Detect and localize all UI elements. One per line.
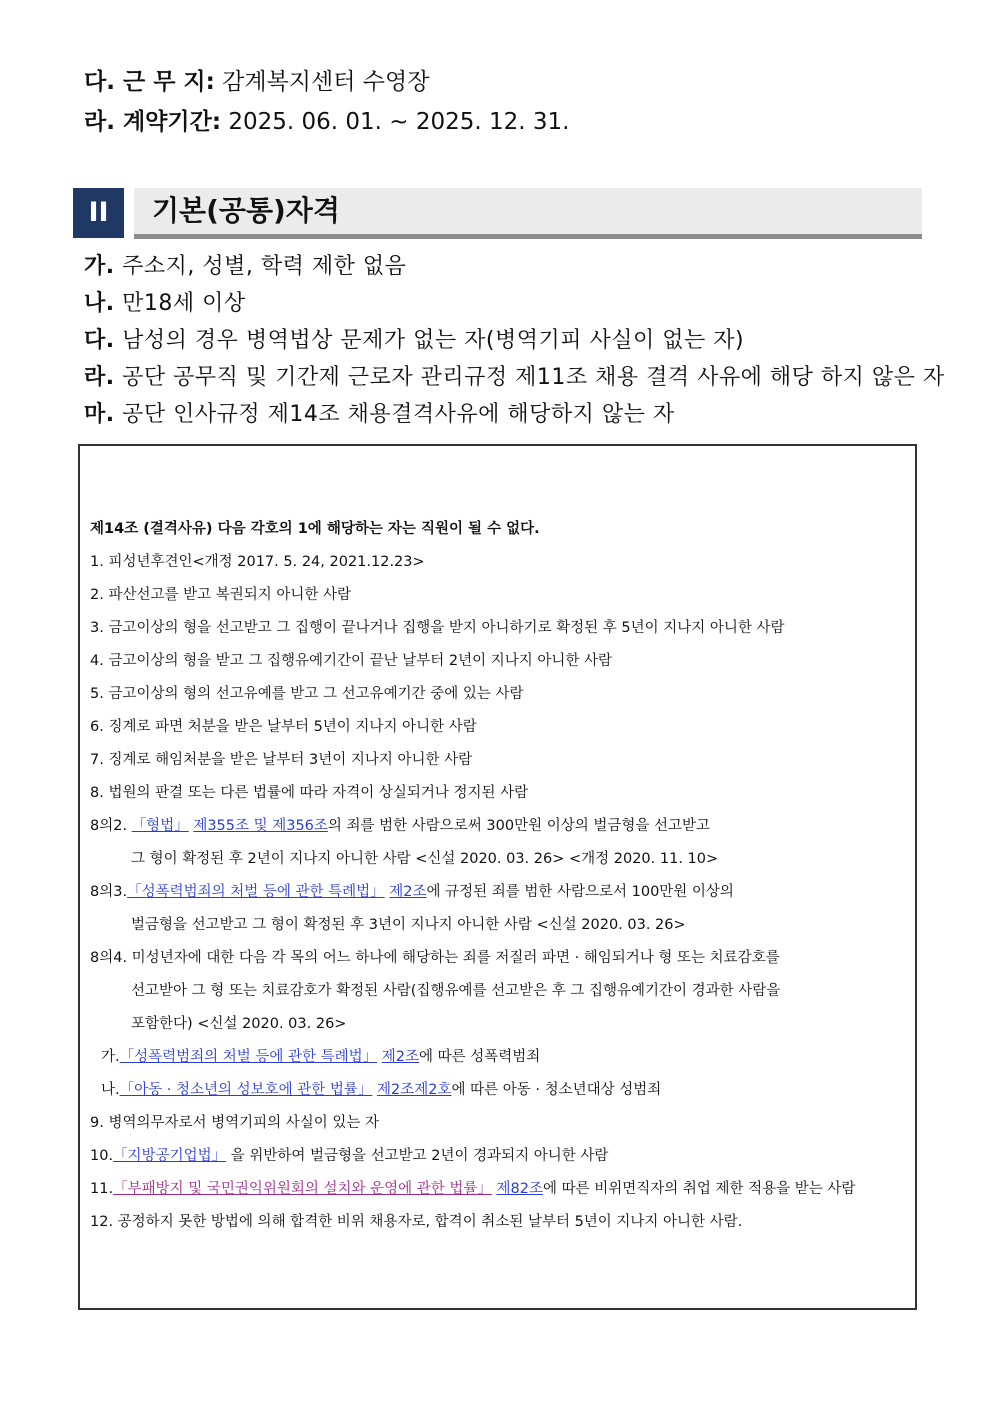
article-355-356-link[interactable]: 제355조 및 제356조 xyxy=(193,818,328,834)
requirement-text: 만18세 이상 xyxy=(114,291,246,316)
item-text: 의 죄를 범한 사람으로써 300만원 이상의 벌금형을 선고받고 xyxy=(327,818,711,834)
contract-period-value: 2025. 06. 01. ~ 2025. 12. 31. xyxy=(221,109,570,135)
workplace-line xyxy=(84,67,429,97)
section-title: 기본(공통)자격 xyxy=(152,194,340,227)
article-item-10 xyxy=(90,1146,608,1166)
workplace-value: 감계복지센터 수영장 xyxy=(214,69,430,95)
section-title-bar xyxy=(134,188,922,239)
article-heading: 제14조 (결격사유) 다음 각호의 1에 해당하는 자는 직원이 될 수 없다. xyxy=(90,521,540,537)
article-item-12: 12. 공정하지 못한 방법에 의해 합격한 비위 채용자로, 합격이 취소된 날부터 5년이 지나지 아니한 사람. xyxy=(90,1214,743,1230)
sexual-violence-act-link[interactable]: 「성폭력범죄의 처벌 등에 관한 특례법」 xyxy=(119,1049,378,1065)
article-item-11 xyxy=(90,1179,855,1199)
article-item-6: 6. 징계로 파면 처분을 받은 날부터 5년이 지나지 아니한 사람 xyxy=(90,719,477,735)
article-item-5: 5. 금고이상의 형의 선고유예를 받고 그 선고유예기간 중에 있는 사람 xyxy=(90,686,524,702)
article-item-8-3 xyxy=(90,882,734,902)
article-item-2: 2. 파산선고를 받고 복권되지 아니한 사람 xyxy=(90,587,351,603)
item-prefix: 8의2. xyxy=(90,818,132,834)
article-item-8: 8. 법원의 판결 또는 다른 법률에 따라 자격이 상실되거나 정지된 사람 xyxy=(90,785,529,801)
requirement-text: 남성의 경우 병역법상 문제가 없는 자(병역기피 사실이 없는 자) xyxy=(114,328,745,353)
requirement-text: 공단 공무직 및 기간제 근로자 관리규정 제11조 채용 결격 사유에 해당 하지 않은 자 xyxy=(114,365,945,390)
article-item-8-2-cont: 그 형이 확정된 후 2년이 지나지 아니한 사람 <신설 2020. 03. 26> <개정 2020. 11. 10> xyxy=(131,851,719,867)
article-item-8-4: 8의4. 미성년자에 대한 다음 각 목의 어느 하나에 해당하는 죄를 저질러 파면 · 해임되거나 형 또는 치료감호를 xyxy=(90,950,780,966)
contract-period-label: 라. 계약기간: xyxy=(84,109,222,135)
item-prefix: 10. xyxy=(90,1148,114,1164)
requirement-label: 라. xyxy=(84,365,115,390)
item-prefix: 가. xyxy=(101,1049,120,1065)
item-text: 에 따른 아동 · 청소년대상 성범죄 xyxy=(451,1082,662,1098)
article-item-7: 7. 징계로 해임처분을 받은 날부터 3년이 지나지 아니한 사람 xyxy=(90,752,473,768)
section-number: II xyxy=(73,188,124,238)
item-prefix: 8의3. xyxy=(90,884,128,900)
item-prefix: 나. xyxy=(101,1082,120,1098)
item-prefix: 11. xyxy=(90,1181,114,1197)
youth-protection-act-link[interactable]: 「아동 · 청소년의 성보호에 관한 법률」 xyxy=(119,1082,373,1098)
local-public-enterprise-act-link[interactable]: 「지방공기업법」 xyxy=(113,1148,227,1164)
item-text: 에 규정된 죄를 범한 사람으로서 100만원 이상의 xyxy=(426,884,734,900)
requirement-text: 공단 인사규정 제14조 채용결격사유에 해당하지 않는 자 xyxy=(114,402,675,427)
item-text: 을 위반하여 벌금형을 선고받고 2년이 경과되지 아니한 사람 xyxy=(226,1148,609,1164)
requirement-item xyxy=(84,363,945,393)
requirement-item xyxy=(84,289,246,319)
anti-corruption-act-link[interactable]: 「부패방지 및 국민권익위원회의 설치와 운영에 관한 법률」 xyxy=(113,1181,492,1197)
article-82-link[interactable]: 제82조 xyxy=(496,1181,543,1197)
contract-period-line xyxy=(84,107,570,137)
requirement-item xyxy=(84,326,744,356)
workplace-label: 다. 근 무 지: xyxy=(84,69,215,95)
requirement-label: 나. xyxy=(84,291,115,316)
article-item-8-4-cont: 선고받아 그 형 또는 치료감호가 확정된 사람(집행유예를 선고받은 후 그 집행유예기간이 경과한 사람을 xyxy=(131,983,781,999)
article-2-2-link[interactable]: 제2조제2호 xyxy=(377,1082,452,1098)
article-sub-na xyxy=(101,1080,661,1100)
article-item-4: 4. 금고이상의 형을 받고 그 집행유예기간이 끝난 날부터 2년이 지나지 아니한 사람 xyxy=(90,653,612,669)
requirement-label: 다. xyxy=(84,328,115,353)
article-item-1: 1. 피성년후견인<개정 2017. 5. 24, 2021.12.23> xyxy=(90,554,425,570)
article-2-link[interactable]: 제2조 xyxy=(389,884,427,900)
criminal-act-link[interactable]: 「형법」 xyxy=(131,818,189,834)
requirement-label: 가. xyxy=(84,254,115,279)
requirement-text: 주소지, 성별, 학력 제한 없음 xyxy=(114,254,407,279)
article-2-link[interactable]: 제2조 xyxy=(381,1049,420,1065)
article-item-3: 3. 금고이상의 형을 선고받고 그 집행이 끝나거나 집행을 받지 아니하기로 확정된 후 5년이 지나지 아니한 사람 xyxy=(90,620,785,636)
section-header xyxy=(73,188,922,240)
article-item-9: 9. 병역의무자로서 병역기피의 사실이 있는 자 xyxy=(90,1115,380,1131)
article-item-8-3-cont: 벌금형을 선고받고 그 형이 확정된 후 3년이 지나지 아니한 사람 <신설 2020. 03. 26> xyxy=(131,917,686,933)
article-item-8-2 xyxy=(90,816,710,836)
item-text: 에 따른 비위면직자의 취업 제한 적용을 받는 사람 xyxy=(542,1181,856,1197)
requirement-label: 마. xyxy=(84,402,115,427)
article-sub-ga xyxy=(101,1047,540,1067)
requirement-item xyxy=(84,400,675,430)
article-item-8-4-cont: 포함한다) <신설 2020. 03. 26> xyxy=(131,1016,347,1032)
item-text: 에 따른 성폭력범죄 xyxy=(419,1049,541,1065)
requirement-item xyxy=(84,252,406,282)
sexual-violence-act-link[interactable]: 「성폭력범죄의 처벌 등에 관한 특례법」 xyxy=(127,884,385,900)
